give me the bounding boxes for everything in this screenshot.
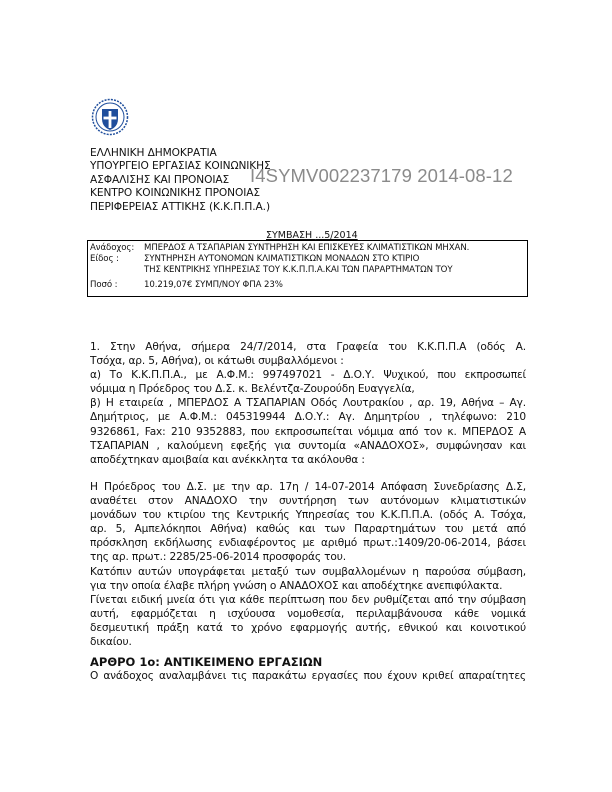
contractor-label: Ανάδοχος:	[90, 243, 135, 253]
paragraph-line: ΤΣΑΠΑΡΙΑΝ , καλούμενη εφεξής για συντομία «ΑΝΑΔΟΧΟΣ», συμφώνησαν και	[90, 439, 526, 452]
paragraph-line: αυτή, εφαρμόζεται η ισχύουσα νομοθεσία, περιλαμβάνουσα κάθε νομικά	[90, 607, 526, 620]
contract-title-label: ΣΥΜΒΑΣΗ	[266, 230, 316, 241]
paragraph-line: Ο ανάδοχος αναλαμβάνει τις παρακάτω εργασίες που έχουν κριθεί απαραίτητες	[90, 670, 526, 682]
paragraph-line: αναθέτει στον ΑΝΑΔΟΧΟ την συντήρηση των αυτόνομων κλιματιστικών	[90, 495, 526, 508]
paragraph-line: Γίνεται ειδική μνεία ότι για κάθε περίπτωση που δεν ρυθμίζεται από την σύμβαση	[90, 593, 526, 606]
header-line: ΚΕΝΤΡΟ ΚΟΙΝΩΝΙΚΗΣ ΠΡΟΝΟΙΑΣ	[90, 187, 261, 200]
paragraph-line: δεσμευτική πράξη κατά το χρόνο εφαρμογής αυτής, εθνικού και κοινοτικού	[90, 621, 526, 634]
article-1-text	[90, 669, 526, 683]
paragraph-line: Δημήτριος, με Α.Φ.Μ.: 045319944 Δ.Ο.Υ.: Αγ. Δημητρίου , τηλέφωνο: 210	[90, 411, 526, 424]
paragraph-line: της αρ. πρωτ.: 2285/25-06-2014 προσφοράς του.	[90, 551, 346, 564]
paragraph-line: δικαίου.	[90, 636, 132, 649]
paragraph-line: 9326861, Fax: 210 9352883, που εκπροσωπείται νόμιμα από τον κ. ΜΠΕΡΔΟΣ Α	[90, 425, 526, 438]
type-value-line: ΣΥΝΤΗΡΗΣΗ ΑΥΤΟΝΟΜΩΝ ΚΛΙΜΑΤΙΣΤΙΚΩΝ ΜΟΝΑΔΩΝ ΣΤΟ ΚΤΙΡΙΟ	[144, 254, 420, 264]
contractor-row	[90, 243, 469, 253]
paragraph-line: 1. Στην Αθήνα, σήμερα 24/7/2014, στα Γραφεία του Κ.Κ.Π.Π.Α (οδός Α.	[90, 341, 526, 353]
paragraph-line: Η Πρόεδρος του Δ.Σ. με την αρ. 17η / 14-07-2014 Απόφαση Συνεδρίασης Δ.Σ,	[90, 481, 526, 493]
type-row	[90, 254, 419, 264]
paragraph-line: μονάδων του κτιρίου της Κεντρικής Υπηρεσίας του Κ.Κ.Π.Π.Α. (οδός Α. Τσόχα,	[90, 509, 526, 522]
assignment-paragraph	[90, 480, 526, 649]
header-line: ΑΣΦΑΛΙΣΗΣ ΚΑΙ ΠΡΟΝΟΙΑΣ	[90, 173, 230, 186]
contract-summary-box	[87, 240, 528, 297]
paragraph-line: α) Το Κ.Κ.Π.Π.Α., με Α.Φ.Μ.: 997497021 - Δ.Ο.Υ. Ψυχικού, που εκπροσωπεί	[90, 369, 526, 382]
paragraph-line: Κατόπιν αυτών υπογράφεται μεταξύ των συμβαλλομένων η παρούσα σύμβαση,	[90, 565, 526, 578]
issuer-header	[90, 147, 271, 214]
amount-row	[90, 280, 283, 290]
paragraph-line: πρόσκληση εκδήλωσης ενδιαφέροντος με αριθμό πρωτ.:1409/20-06-2014, βάσει	[90, 537, 526, 550]
type-value-line: ΤΗΣ ΚΕΝΤΡΙΚΗΣ ΥΠΗΡΕΣΙΑΣ ΤΟΥ Κ.Κ.Π.Π.Α.ΚΑΙ ΤΩΝ ΠΑΡΑΡΤΗΜΑΤΩΝ ΤΟΥ	[144, 265, 453, 275]
greek-state-emblem-icon	[91, 98, 129, 136]
paragraph-line: αποδέχτηκαν αμοιβαία και ανέκκλητα τα ακόλουθα :	[90, 453, 365, 466]
header-line: ΠΕΡΙΦΕΡΕΙΑΣ ΑΤΤΙΚΗΣ (Κ.Κ.Π.Π.Α.)	[90, 200, 270, 213]
ada-code: Ι4SYMV002237179 2014-08-12	[250, 165, 513, 186]
type-row-continued	[90, 265, 453, 275]
paragraph-line: Τσόχα, αρ. 5, Αθήνα), οι κάτωθι συμβαλλόμενοι :	[90, 355, 344, 368]
contractor-value: ΜΠΕΡΔΟΣ Α ΤΣΑΠΑΡΙΑΝ ΣΥΝΤΗΡΗΣΗ ΚΑΙ ΕΠΙΣΚΕΥΕΣ ΚΛΙΜΑΤΙΣΤΙΚΩΝ ΜΗΧΑΝ.	[144, 243, 470, 253]
paragraph-line: νόμιμα η Πρόεδρος του Δ.Σ. κ. Βελέντζα-Ζουρούδη Ευαγγελία,	[90, 383, 415, 396]
paragraph-line: για την οποία έλαβε πλήρη γνώση ο ΑΝΑΔΟΧΟΣ και αποδέχτηκε ανεπιφύλακτα.	[90, 579, 503, 592]
parties-paragraph	[90, 340, 526, 467]
paragraph-line: β) Η εταιρεία , ΜΠΕΡΔΟΣ Α ΤΣΑΠΑΡΙΑΝ Οδός Λουτρακίου , αρ. 19, Αθήνα – Αγ.	[90, 397, 526, 410]
header-line: ΥΠΟΥΡΓΕΙΟ ΕΡΓΑΣΙΑΣ ΚΟΙΝΩΝΙΚΗΣ	[90, 160, 271, 173]
amount-value: 10.219,07€ ΣΥΜΠ/ΝΟΥ ΦΠΑ 23%	[144, 280, 283, 290]
paragraph-line: αρ. 5, Αμπελόκηποι Αθήνα) καθώς και των Παραρτημάτων του μετά από	[90, 523, 526, 536]
article-1-heading: ΑΡΘΡΟ 1ο: ΑΝΤΙΚΕΙΜΕΝΟ ΕΡΓΑΣΙΩΝ	[90, 655, 323, 669]
amount-label: Ποσό :	[90, 280, 118, 290]
type-label: Είδος :	[90, 254, 119, 264]
contract-number: ...5/2014	[315, 230, 358, 241]
header-line: ΕΛΛΗΝΙΚΗ ΔΗΜΟΚΡΑΤΙΑ	[90, 147, 217, 159]
